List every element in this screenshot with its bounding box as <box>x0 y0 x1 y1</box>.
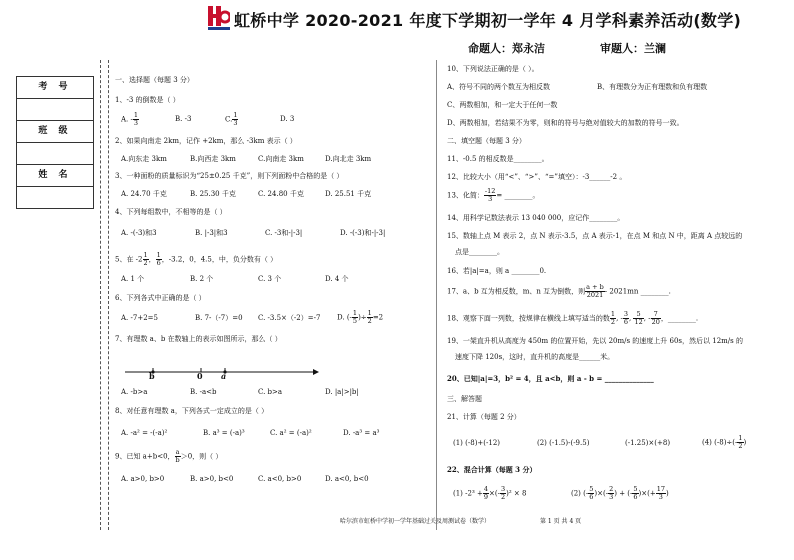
question-20: 20、已知|a|=3，b² = 4，且 a<b，则 a - b = ______________ <box>447 374 654 383</box>
binding-line-inner <box>108 60 109 530</box>
option-c[interactable]: C. 3 个 <box>258 275 282 283</box>
option-b[interactable]: B. 2 个 <box>190 275 214 283</box>
option-b[interactable]: B、有理数分为正有理数和负有理数 <box>597 83 708 91</box>
section-heading: 三、解答题 <box>447 395 482 403</box>
question-13: 13、化简： $\frac{-12}{3}$ = ________。 <box>447 187 540 203</box>
label-zero: 0 <box>197 371 203 381</box>
question-10: 10、下列说法正确的是（ ）。 <box>447 65 539 73</box>
class-blank[interactable] <box>17 143 93 165</box>
student-info-box <box>16 76 94 209</box>
option-a[interactable]: A.向东走 3km <box>121 155 167 163</box>
option-c[interactable]: C. -3.5×（-2）=-7 <box>258 314 321 322</box>
section-heading: 一、选择题（每题 3 分） <box>115 76 194 84</box>
mixed-calc-2[interactable]: (2) (- $\frac{5}{6}$ )×(- $\frac{2}{3}$ ) + (- $\frac{5}{6}$ )×(+ $\frac{17}{3}$ ) <box>571 485 669 501</box>
calc-item-1[interactable]: (1) (-8)+(-12) <box>453 439 501 447</box>
question-8: 8、对任意有理数 a，下列各式一定成立的是（ ） <box>115 407 269 415</box>
option-b[interactable]: B. a>0, b<0 <box>190 475 234 483</box>
footer-page: 第 1 页 共 4 页 <box>540 518 582 525</box>
option-d[interactable]: D. 4 个 <box>325 275 349 283</box>
section-heading: 二、填空题（每题 3 分） <box>447 137 526 145</box>
question-11: 11、-0.5 的相反数是________。 <box>447 155 549 163</box>
question-3: 3、一种面粉的质量标识为“25±0.25 千克”，则下列面粉中合格的是（ ） <box>115 172 344 180</box>
label-a: a <box>221 371 227 381</box>
question-15: 15、数轴上点 M 表示 2，点 N 表示-3.5，点 A 表示-1，在点 M 和点 N 中，距离 A 点较远的 <box>447 232 743 240</box>
option-a[interactable]: A. 1 个 <box>121 275 145 283</box>
right-column <box>447 0 787 560</box>
name-blank[interactable] <box>17 187 93 208</box>
option-b[interactable]: B. 7-（-7）=0 <box>195 314 243 322</box>
question-22: 22、混合计算（每题 3 分） <box>447 465 537 474</box>
question-9: 9、已知 a+b<0， $\frac{a}{b}$ ＞0，则（ ） <box>115 448 223 464</box>
option-d[interactable]: D. 3 <box>280 115 295 123</box>
option-a[interactable]: A. - $\frac{1}{3}$ <box>121 111 139 127</box>
reviewer-label: 审题人：兰澜 <box>600 42 666 55</box>
question-1: 1、-3 的倒数是（ ） <box>115 96 180 104</box>
question-17: 17、a、b 互为相反数，m、n 互为倒数，则 $\frac{a + b}{2021}$ - 2021mn ________. <box>447 283 671 299</box>
option-a[interactable]: A. a>0, b>0 <box>121 475 165 483</box>
option-c[interactable]: C、两数相加，和一定大于任何一数 <box>447 101 558 109</box>
question-16: 16、若|a|=a，则 a ________0. <box>447 267 547 275</box>
question-12: 12、比较大小（用“<”、“>”、“=”填空）：-3______-2 。 <box>447 173 627 181</box>
question-21: 21、计算（每题 2 分） <box>447 413 521 421</box>
question-14: 14、用科学记数法表示 13 040 000，应记作________。 <box>447 214 625 222</box>
arrow-icon <box>313 369 319 375</box>
option-b[interactable]: B. -3 <box>175 115 192 123</box>
option-d[interactable]: D.向北走 3km <box>325 155 372 163</box>
id-blank[interactable] <box>17 99 93 121</box>
option-d[interactable]: D. 25.51 千克 <box>325 190 372 198</box>
option-a[interactable]: A、符号不同的两个数互为相反数 <box>447 83 551 91</box>
footer-school: 哈尔滨市虹桥中学初一学年基础过关及周测试卷（数学） <box>340 518 491 525</box>
id-label: 考 号 <box>17 77 93 99</box>
question-2: 2、如果向南走 2km，记作 +2km，那么 -3km 表示（ ） <box>115 137 297 145</box>
left-column <box>115 0 433 560</box>
option-d[interactable]: D. -(-3)和-|-3| <box>340 229 386 237</box>
option-d[interactable]: D. |a|>|b| <box>325 388 359 396</box>
option-c[interactable]: C.向南走 3km <box>258 155 304 163</box>
page-title: 虹桥中学 2020-2021 年度下学期初一学年 4 月学科素养活动(数学) <box>234 11 742 30</box>
option-b[interactable]: B. |-3|和3 <box>195 229 228 237</box>
option-a[interactable]: A. -7+2=5 <box>121 314 158 322</box>
option-c[interactable]: C. -3和-|-3| <box>265 229 303 237</box>
question-19: 19、一架直升机从高度为 450m 的位置开始，先以 20m/s 的速度上升 60s，然后以 12m/s 的 <box>447 337 743 345</box>
option-b[interactable]: B. a³ = (-a)³ <box>203 429 245 437</box>
option-d[interactable]: D. (- $\frac{1}{5}$ )÷ $\frac{1}{2}$ =2 <box>337 309 384 325</box>
question-18: 18、观察下面一列数，按规律在横线上填写适当的数 $\frac{1}{2}$ , - $\frac{3}{6}$ , $\frac{5}{12}$ , - $\frac{7}{20}$ ，________. <box>447 310 699 326</box>
calc-item-4[interactable]: (4) (-8)÷(- $\frac{1}{2}$ ) <box>702 434 747 450</box>
option-b[interactable]: B. -a<b <box>190 388 217 396</box>
option-c[interactable]: C. a<0, b>0 <box>258 475 302 483</box>
option-a[interactable]: A. -b>a <box>121 388 148 396</box>
author-label: 命题人：郑永洁 <box>468 42 545 55</box>
option-c[interactable]: C. b>a <box>258 388 283 396</box>
binding-line <box>100 60 101 530</box>
option-c[interactable]: C. a² = (-a)² <box>270 429 312 437</box>
option-b[interactable]: B. 25.30 千克 <box>190 190 236 198</box>
option-a[interactable]: A. -a² = -(-a)² <box>121 429 168 437</box>
option-a[interactable]: A. 24.70 千克 <box>121 190 167 198</box>
question-15-cont: 点是________。 <box>455 248 504 256</box>
class-label: 班 级 <box>17 121 93 143</box>
column-divider <box>436 60 437 530</box>
calc-item-2[interactable]: (2) (-1.5)-(-9.5) <box>537 439 590 447</box>
option-a[interactable]: A. -(-3)和3 <box>121 229 157 237</box>
option-d[interactable]: D. a<0, b<0 <box>325 475 369 483</box>
option-b[interactable]: B.向西走 3km <box>190 155 236 163</box>
question-19-cont: 速度下降 120s，这时，直升机的高度是______米。 <box>455 353 615 361</box>
option-d[interactable]: D. -a³ = a³ <box>343 429 380 437</box>
calc-item-3[interactable]: (-1.25)×(+8) <box>625 439 671 447</box>
option-d[interactable]: D、两数相加，若结果不为零，则和的符号与绝对值较大的加数的符号一致。 <box>447 119 684 127</box>
name-label: 姓 名 <box>17 165 93 187</box>
option-c[interactable]: C. 24.80 千克 <box>258 190 304 198</box>
label-b: b <box>149 371 155 381</box>
question-4: 4、下列每组数中，不相等的是（ ） <box>115 208 227 216</box>
question-5: 5、在 -2 $\frac{1}{2}$ ， $\frac{1}{6}$ ，-3.2，0，4.5，中，负分数有（ ） <box>115 251 278 267</box>
mixed-calc-1[interactable]: (1) -2³ + $\frac{4}{9}$ ×(- $\frac{3}{2}$ )² × 8 <box>453 485 527 501</box>
question-7: 7、有理数 a、b 在数轴上的表示如图所示，那么（ ） <box>115 335 282 343</box>
question-6: 6、下列各式中正确的是（ ） <box>115 294 206 302</box>
option-c[interactable]: C. $\frac{1}{3}$ <box>225 111 238 127</box>
